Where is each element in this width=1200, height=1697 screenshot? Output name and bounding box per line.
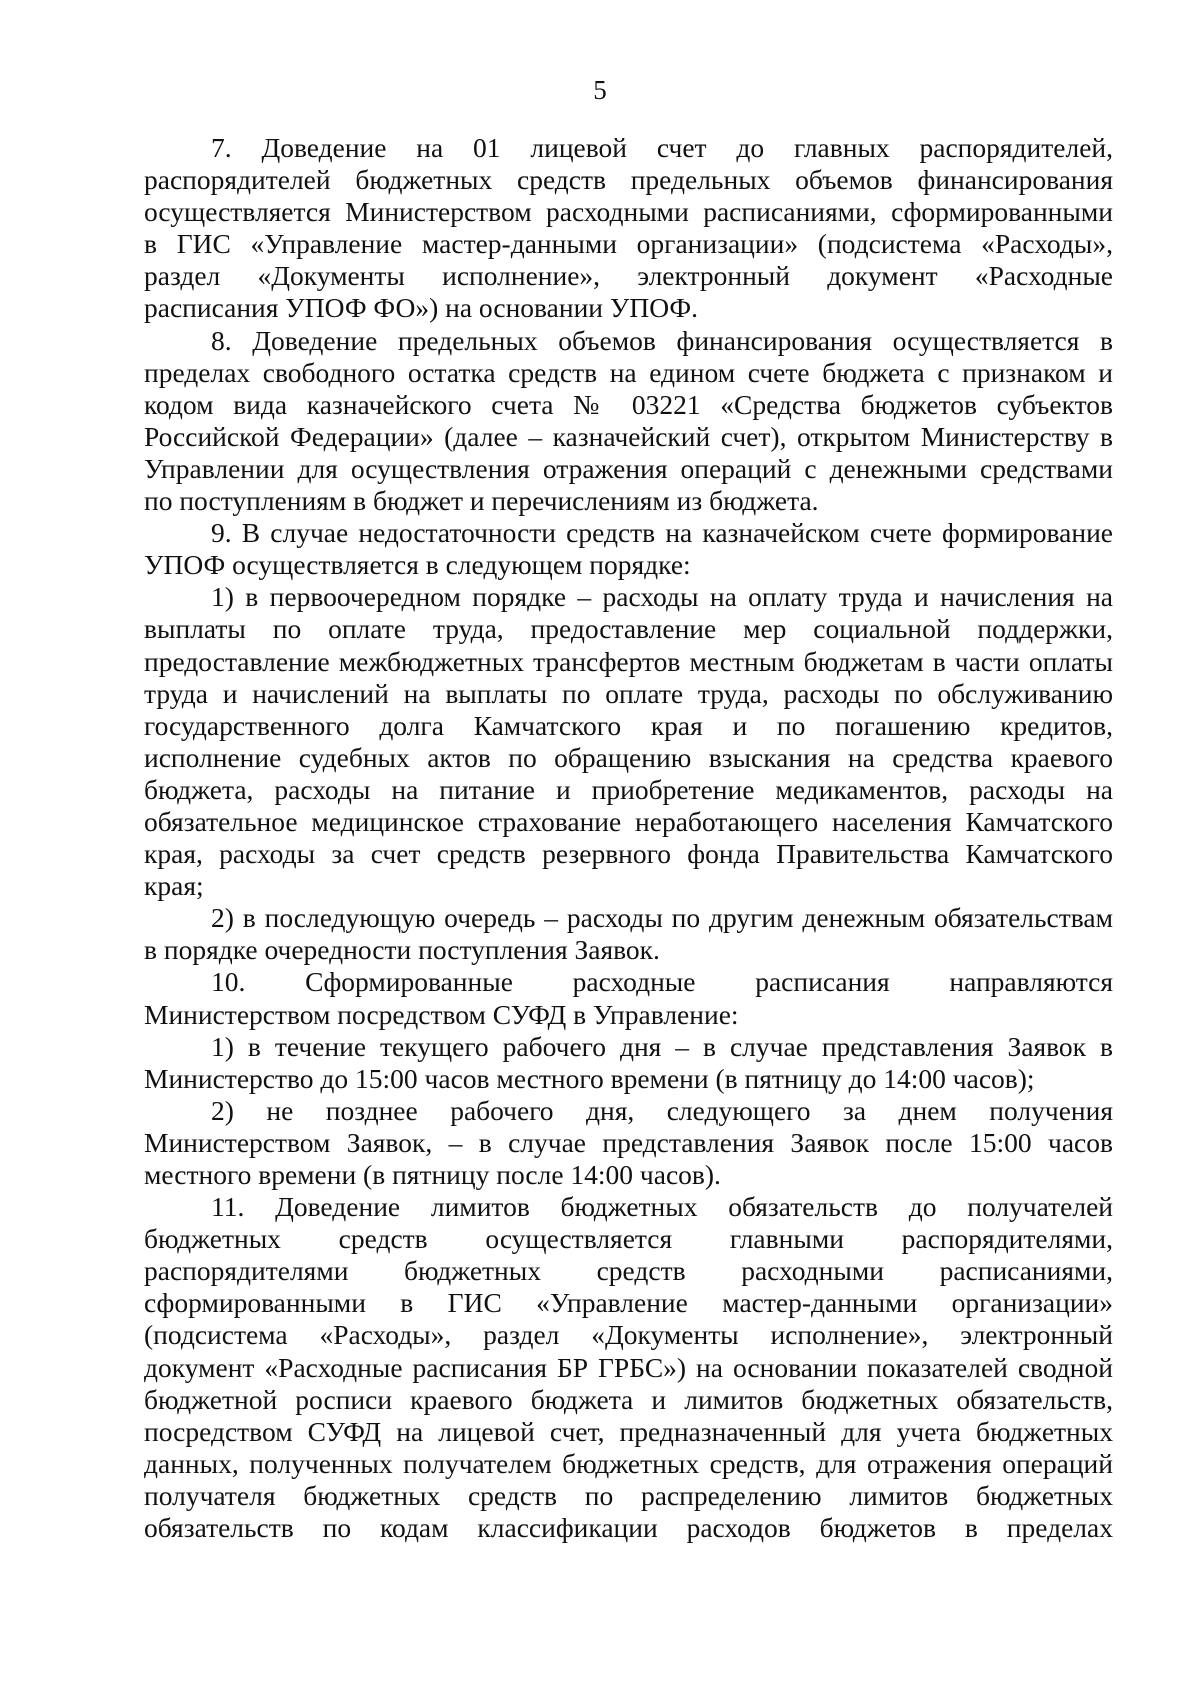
text-line: распорядителями бюджетных средств расходными расписаниями,	[144, 1255, 1113, 1287]
text-line: Российской Федерации» (далее – казначейский счет), открытом Министерству в	[144, 420, 1113, 452]
text-line: посредством СУФД на лицевой счет, предназначенный для учета бюджетных	[144, 1415, 1113, 1447]
text-line: данных, полученных получателем бюджетных средств, для отражения операций	[144, 1447, 1113, 1479]
text-line: исполнение судебных актов по обращению взыскания на средства краевого	[144, 741, 1113, 773]
text-line: 11. Доведение лимитов бюджетных обязательств до получателей	[211, 1191, 1113, 1223]
text-line: 9. В случае недостаточности средств на казначейском счете формирование	[211, 517, 1113, 549]
text-line: в ГИС «Управление мастер-данными организации» (подсистема «Расходы»,	[144, 228, 1113, 260]
text-line: бюджета, расходы на питание и приобретение медикаментов, расходы на	[144, 773, 1113, 805]
text-line: раздел «Документы исполнение», электронный документ «Расходные	[144, 260, 1113, 292]
text-line: края, расходы за счет средств резервного фонда Правительства Камчатского	[144, 838, 1113, 870]
text-line: 2) в последующую очередь – расходы по другим денежным обязательствам	[211, 902, 1113, 934]
text-line: пределах свободного остатка средств на едином счете бюджета с признаком и	[144, 356, 1113, 388]
text-line: 7. Доведение на 01 лицевой счет до главных распорядителей,	[211, 132, 1113, 163]
text-line: Министерством Заявок, – в случае представления Заявок после 15:00 часов	[144, 1126, 1113, 1158]
text-line: Министерство до 15:00 часов местного времени (в пятницу до 14:00 часов);	[144, 1062, 1035, 1094]
text-line: расписания УПОФ ФО») на основании УПОФ.	[144, 292, 699, 324]
text-line: бюджетной росписи краевого бюджета и лимитов бюджетных обязательств,	[144, 1383, 1113, 1415]
text-line: по поступлениям в бюджет и перечислениям из бюджета.	[144, 485, 819, 517]
page-number: 5	[593, 75, 607, 105]
text-line: получателя бюджетных средств по распределению лимитов бюджетных	[144, 1479, 1113, 1511]
text-line: 1) в первоочередном порядке – расходы на оплату труда и начисления на	[211, 581, 1113, 613]
text-line: местного времени (в пятницу после 14:00 часов).	[144, 1159, 721, 1190]
text-line: Министерством посредством СУФД в Управление:	[144, 998, 739, 1030]
text-line: 8. Доведение предельных объемов финансирования осуществляется в	[211, 324, 1113, 356]
text-line: документ «Расходные расписания БР ГРБС») на основании показателей сводной	[144, 1351, 1113, 1383]
text-line: обязательное медицинское страхование неработающего населения Камчатского	[144, 805, 1113, 837]
text-line: государственного долга Камчатского края и по погашению кредитов,	[144, 709, 1113, 741]
text-line: 10. Сформированные расходные расписания направляются	[211, 966, 1113, 998]
text-line: в порядке очередности поступления Заявок.	[144, 934, 660, 966]
text-line: обязательств по кодам классификации расходов бюджетов в пределах	[144, 1512, 1113, 1544]
body-text	[144, 132, 1113, 1544]
text-line: края;	[144, 870, 204, 902]
text-line: Управлении для осуществления отражения операций с денежными средствами	[144, 452, 1113, 484]
text-line: бюджетных средств осуществляется главными распорядителями,	[144, 1223, 1113, 1255]
text-line: кодом вида казначейского счета № 03221 «Средства бюджетов субъектов	[144, 388, 1113, 420]
text-line: УПОФ осуществляется в следующем порядке:	[144, 549, 691, 581]
text-line: распорядителей бюджетных средств предельных объемов финансирования	[144, 164, 1113, 196]
text-line: сформированными в ГИС «Управление мастер-данными организации»	[144, 1287, 1113, 1319]
text-line: 2) не позднее рабочего дня, следующего за днем получения	[211, 1094, 1113, 1126]
text-line: выплаты по оплате труда, предоставление мер социальной поддержки,	[144, 613, 1113, 645]
text-line: осуществляется Министерством расходными расписаниями, сформированными	[144, 196, 1113, 228]
text-line: труда и начислений на выплаты по оплате труда, расходы по обслуживанию	[144, 677, 1113, 709]
text-line: 1) в течение текущего рабочего дня – в случае представления Заявок в	[211, 1030, 1113, 1062]
text-line: (подсистема «Расходы», раздел «Документы исполнение», электронный	[144, 1319, 1113, 1351]
text-line: предоставление межбюджетных трансфертов местным бюджетам в части оплаты	[144, 645, 1113, 677]
